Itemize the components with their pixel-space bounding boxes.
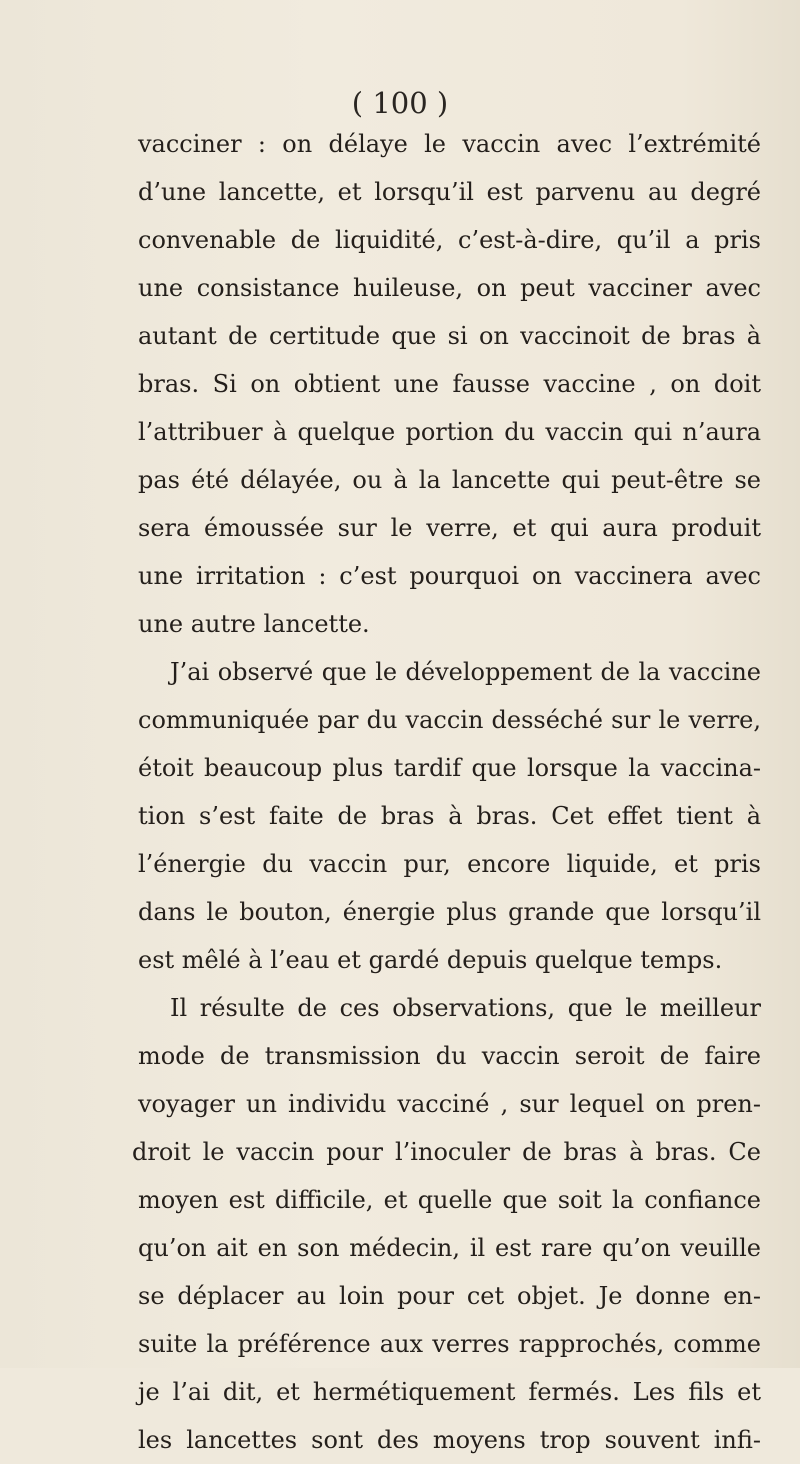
text-line: bras. Si on obtient une fausse vaccine , on doit xyxy=(138,370,761,398)
page-number: ( 100 ) xyxy=(351,86,449,120)
paragraph-start-line: J’ai observé que le développement de la vaccine xyxy=(170,658,761,686)
text-line: tion s’est faite de bras à bras. Cet effet tient à xyxy=(138,802,761,830)
text-line: l’énergie du vaccin pur, encore liquide, et pris xyxy=(138,850,761,878)
text-line: dans le bouton, énergie plus grande que lorsqu’il xyxy=(138,898,761,926)
text-line: une autre lancette. xyxy=(138,610,370,638)
text-line: voyager un individu vacciné , sur lequel on pren- xyxy=(138,1090,761,1118)
text-line: vacciner : on délaye le vaccin avec l’extrémité xyxy=(138,130,761,158)
text-line: étoit beaucoup plus tardif que lorsque la vaccina- xyxy=(138,754,761,782)
text-line: se déplacer au loin pour cet objet. Je donne en- xyxy=(138,1282,761,1310)
text-line: est mêlé à l’eau et gardé depuis quelque temps. xyxy=(138,946,723,974)
text-line: droit le vaccin pour l’inoculer de bras à bras. Ce xyxy=(132,1138,761,1166)
text-line: l’attribuer à quelque portion du vaccin qui n’aura xyxy=(138,418,761,446)
text-line: une consistance huileuse, on peut vacciner avec xyxy=(138,274,761,302)
body-text xyxy=(132,120,761,1464)
text-line: d’une lancette, et lorsqu’il est parvenu au degré xyxy=(138,178,761,206)
text-line: une irritation : c’est pourquoi on vaccinera avec xyxy=(138,562,761,590)
text-line: moyen est difficile, et quelle que soit la confiance xyxy=(138,1186,761,1214)
paragraph-start-line: Il résulte de ces observations, que le meilleur xyxy=(170,994,761,1022)
text-line: qu’on ait en son médecin, il est rare qu’on veuille xyxy=(138,1234,761,1262)
text-line: communiquée par du vaccin desséché sur le verre, xyxy=(138,706,761,734)
text-line: mode de transmission du vaccin seroit de faire xyxy=(138,1042,761,1070)
text-line: je l’ai dit, et hermétiquement fermés. Les fils et xyxy=(138,1378,761,1406)
text-line: pas été délayée, ou à la lancette qui peut-être se xyxy=(138,466,761,494)
text-line: suite la préférence aux verres rapprochés, comme xyxy=(138,1330,761,1358)
text-line: sera émoussée sur le verre, et qui aura produit xyxy=(138,514,761,542)
text-line: convenable de liquidité, c’est-à-dire, qu’il a pris xyxy=(138,226,761,254)
text-line: autant de certitude que si on vaccinoit de bras à xyxy=(138,322,761,350)
text-line: les lancettes sont des moyens trop souvent infi- xyxy=(138,1426,761,1454)
